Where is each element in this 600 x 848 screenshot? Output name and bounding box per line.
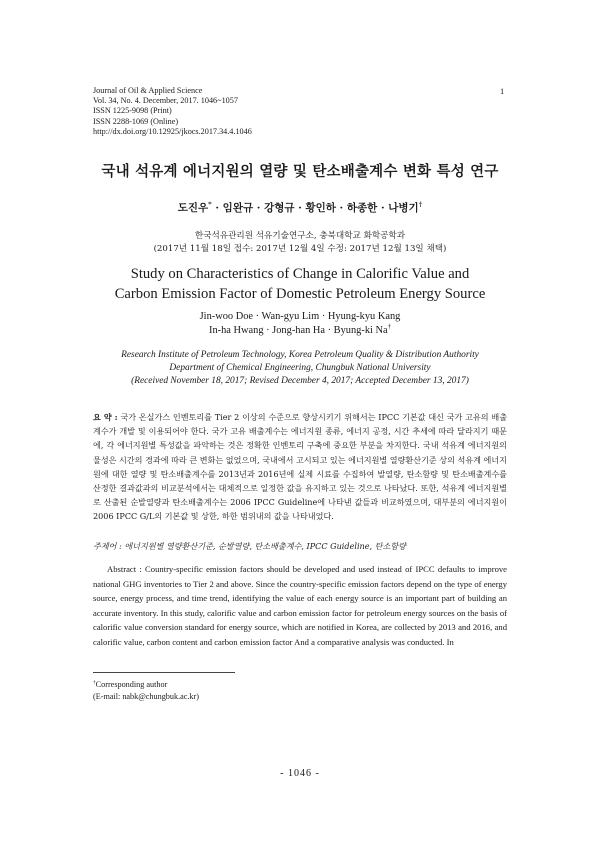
footnote-corresponding: Corresponding author bbox=[95, 680, 168, 689]
affiliation-ko-line: 한국석유관리원 석유기술연구소, 충북대학교 화학공학과 bbox=[194, 231, 406, 241]
issn-online: ISSN 2288-1069 (Online) bbox=[93, 116, 179, 126]
abstract-korean bbox=[93, 410, 507, 524]
footnote-divider bbox=[93, 672, 235, 673]
title-en-line1: Study on Characteristics of Change in Calorific Value and bbox=[130, 266, 470, 282]
abstract-ko-label: 요 약 : bbox=[93, 412, 118, 422]
abstract-ko-text: 국가 온실가스 인벤토리를 Tier 2 이상의 수준으로 향상시키기 위해서는 IPCC 기본값 대신 국가 고유의 배출계수가 개발 및 이용되어야 한다. 국가 고유 배출계수는 에너지원 종류, 에너지 공정, 시간 추세에 따라 달라지기 때문에, 각 에너지원별 특성값을 파악하는 것은 정확한 인벤토리 구축에 중요한 부분을 차지한다. 국내 석유계 에너지원의 물성은 시간의 경과에 따라 큰 변화는 없었으며, 국내에서 고시되고 있는 에너지원별 열량환산기준 상의 석유계 에너지원에 대한 열량 및 탄소배출계수를 2013년과 2016년에 실제 시료를 수집하여 발열량, 탄소함량 및 탄소배출계수를 산정한 결과값과의 비교분석에서는 대체적으로 일정한 값을 유지하고 있는 것으로 나타났다. 또한, 석유계 에너지원별로 산출된 순발열량과 탄소배출계수는 2006 IPCC Guideline에 나타낸 값들과 비교하였으며, 대부분의 에너지원이 2006 IPCC G/L의 기본값 및 상한, 하한 범위내의 값을 나타내었다. bbox=[93, 412, 508, 522]
dates-ko-line: (2017년 11월 18일 접수: 2017년 12월 4일 수정: 2017년 12월 13일 채택) bbox=[153, 244, 447, 254]
authors-korean bbox=[40, 200, 560, 215]
page-number: - 1046 - bbox=[280, 768, 320, 779]
title-en-line2: Carbon Emission Factor of Domestic Petroleum Energy Source bbox=[114, 286, 486, 302]
corresponding-mark: † bbox=[418, 200, 423, 209]
authors-rest: · 임완규 · 강형규 · 황인하 · 하종한 · 나병기 bbox=[211, 202, 419, 214]
journal-volume: Vol. 34, No. 4. December, 2017. 1046~1057 bbox=[93, 96, 238, 106]
journal-name: Journal of Oil & Applied Science bbox=[93, 86, 203, 95]
footnote-email: (E-mail: nabk@chungbuk.ac.kr) bbox=[93, 692, 199, 701]
authors-english bbox=[40, 310, 560, 338]
corresponding-mark-en: † bbox=[387, 323, 391, 331]
dates-en-line: (Received November 18, 2017; Revised December 4, 2017; Accepted December 13, 2017) bbox=[131, 376, 469, 386]
footnote-mark: † bbox=[93, 679, 96, 686]
affiliation-en-line1: Research Institute of Petroleum Technology, Korea Petroleum Quality & Distribution Authority bbox=[121, 350, 479, 360]
footnote bbox=[93, 679, 393, 703]
journal-info bbox=[93, 86, 513, 137]
authors-en-line2: In-ha Hwang · Jong-han Ha · Byung-ki Na† bbox=[209, 323, 391, 336]
affiliation-en-line2: Department of Chemical Engineering, Chungbuk National University bbox=[169, 363, 431, 373]
abstract-english bbox=[93, 562, 507, 650]
issn-print: ISSN 1225-9098 (Print) bbox=[93, 106, 172, 116]
title-english bbox=[40, 264, 560, 304]
author-first-mark: * bbox=[208, 200, 212, 209]
author-first: 도진우 bbox=[177, 202, 209, 214]
abstract-en-text: Abstract : Country-specific emission factors should be developed and used instead of IPCC defaults to improve national GHG inventories to Tier 2 and above. Since the country-specific emission factors depend on the type of energy source, energy process, and time trend, identifying the value of each energy source is an important part of building an accurate inventory. In this study, calorific value and carbon emission factor for petroleum energy sources on the basis of calorific value conversion standard for energy source, which are notified in Korea, are collected by 2013 and 2016, and calorific value, carbon content and carbon emission factor And a comparative analysis was conducted. In bbox=[93, 564, 507, 647]
affiliation-english bbox=[40, 349, 560, 388]
title-korean: 국내 석유계 에너지원의 열량 및 탄소배출계수 변화 특성 연구 bbox=[101, 163, 499, 180]
keywords-korean: 주제어 : 에너지원별 열량환산기준, 순발열량, 탄소배출계수, IPCC Guideline, 탄소함량 bbox=[93, 541, 406, 551]
top-page-number: 1 bbox=[500, 86, 505, 96]
doi-link[interactable]: http://dx.doi.org/10.12925/jkocs.2017.34.4.1046 bbox=[93, 126, 252, 136]
authors-en-line1: Jin-woo Doe · Wan-gyu Lim · Hyung-kyu Kang bbox=[199, 311, 401, 322]
affiliation-korean bbox=[40, 230, 560, 256]
